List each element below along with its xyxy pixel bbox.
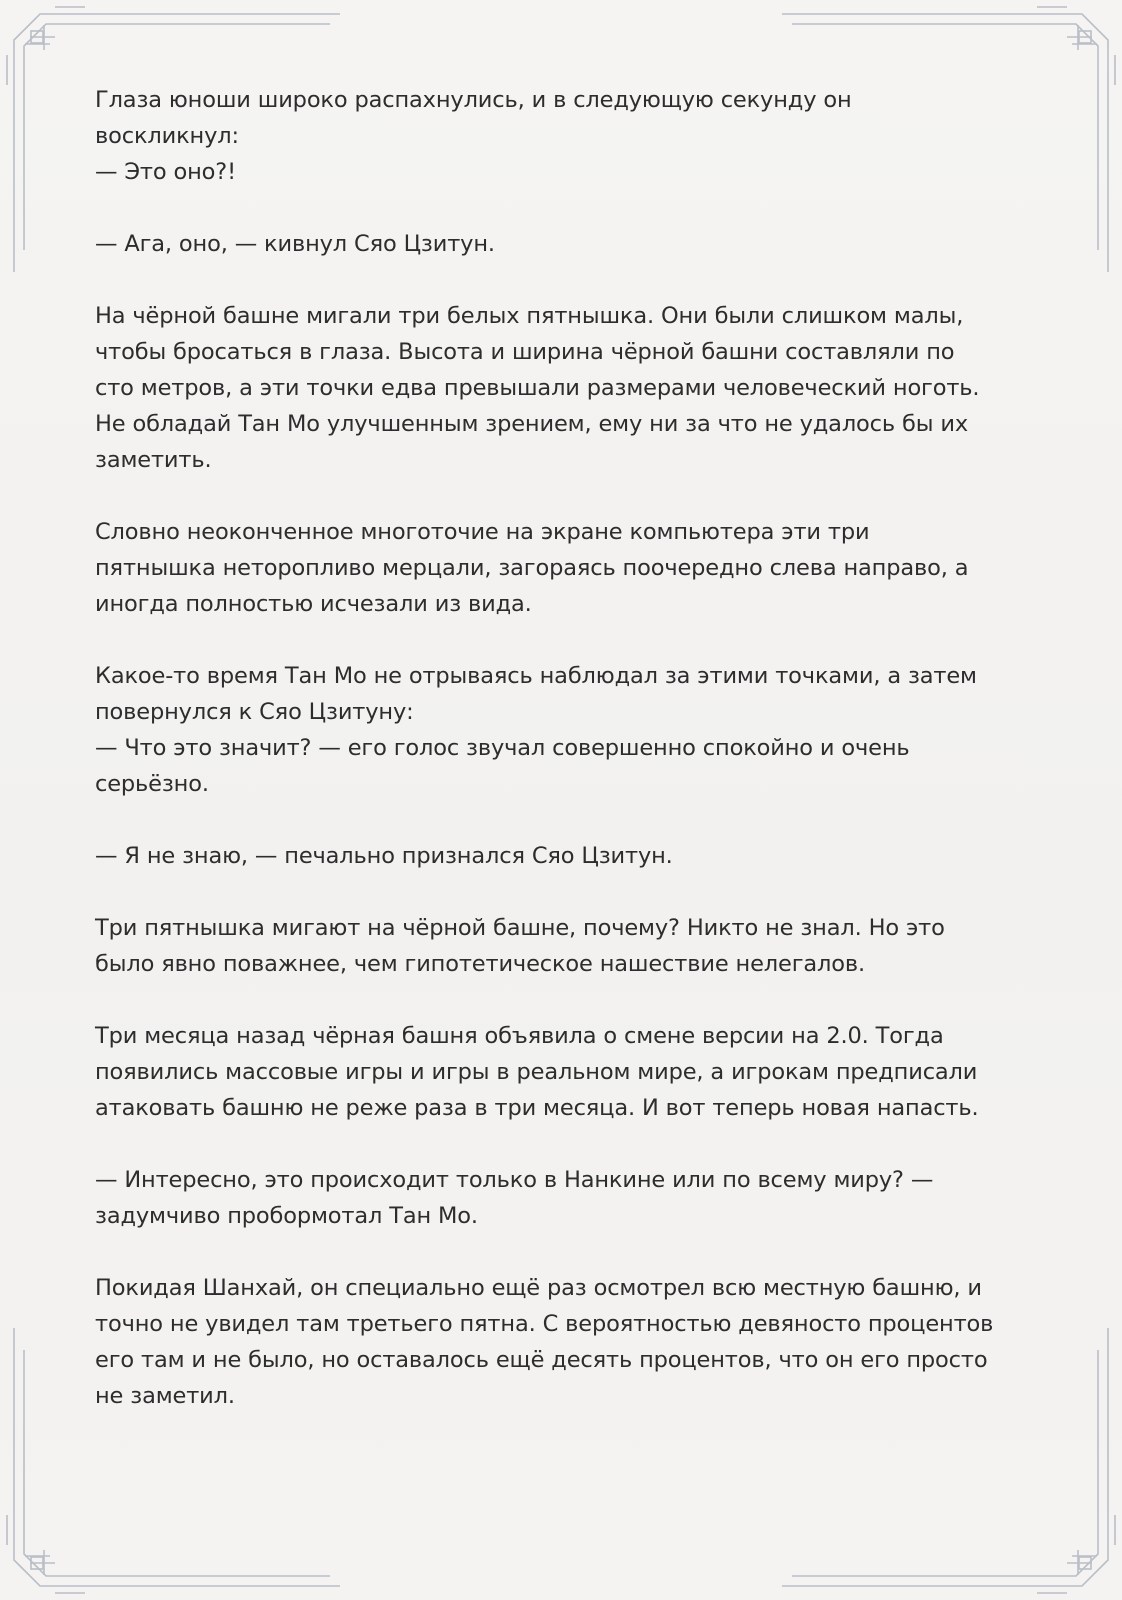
- paragraph: [95, 226, 1030, 262]
- text-line: чтобы бросаться в глаза. Высота и ширина чёрной башни составляли по: [95, 339, 955, 365]
- text-line: точно не увидел там третьего пятна. С вероятностью девяносто процентов: [95, 1311, 994, 1337]
- text-line: пятнышка неторопливо мерцали, загораясь поочередно слева направо, а: [95, 555, 969, 581]
- paragraph: [95, 82, 1030, 190]
- text-line: повернулся к Сяо Цзитуну:: [95, 699, 414, 725]
- text-line: появились массовые игры и игры в реальном мире, а игрокам предписали: [95, 1059, 978, 1085]
- text-line: атаковать башню не реже раза в три месяца. И вот теперь новая напасть.: [95, 1095, 979, 1121]
- text-line: было явно поважнее, чем гипотетическое нашествие нелегалов.: [95, 951, 865, 977]
- paragraph: [95, 910, 1030, 982]
- text-line: — Что это значит? — его голос звучал совершенно спокойно и очень: [95, 735, 910, 761]
- paragraph: [95, 514, 1030, 622]
- paragraph: [95, 1018, 1030, 1126]
- text-line: Какое-то время Тан Мо не отрываясь наблюдал за этими точками, а затем: [95, 663, 977, 689]
- text-line: сто метров, а эти точки едва превышали размерами человеческий ноготь.: [95, 375, 980, 401]
- text-line: На чёрной башне мигали три белых пятнышка. Они были слишком малы,: [95, 303, 964, 329]
- text-line: — Интересно, это происходит только в Нанкине или по всему миру? —: [95, 1167, 934, 1193]
- text-line: иногда полностью исчезали из вида.: [95, 591, 532, 617]
- text-line: серьёзно.: [95, 771, 209, 797]
- text-line: Не обладай Тан Мо улучшенным зрением, ему ни за что не удалось бы их: [95, 411, 968, 437]
- text-line: Три месяца назад чёрная башня объявила о смене версии на 2.0. Тогда: [95, 1023, 944, 1049]
- text-line: — Я не знаю, — печально признался Сяо Цзитун.: [95, 843, 673, 869]
- text-line: не заметил.: [95, 1383, 235, 1409]
- text-line: Глаза юноши широко распахнулись, и в следующую секунду он: [95, 87, 852, 113]
- text-line: воскликнул:: [95, 123, 239, 149]
- document-body: [95, 82, 1030, 1450]
- text-line: Покидая Шанхай, он специально ещё раз осмотрел всю местную башню, и: [95, 1275, 982, 1301]
- text-line: задумчиво пробормотал Тан Мо.: [95, 1203, 478, 1229]
- paragraph: [95, 1162, 1030, 1234]
- paragraph: [95, 838, 1030, 874]
- paragraph: [95, 1270, 1030, 1414]
- text-line: Словно неоконченное многоточие на экране компьютера эти три: [95, 519, 870, 545]
- text-line: — Это оно?!: [95, 159, 236, 185]
- paragraph: [95, 298, 1030, 478]
- text-line: — Ага, оно, — кивнул Сяо Цзитун.: [95, 231, 495, 257]
- text-line: Три пятнышка мигают на чёрной башне, почему? Никто не знал. Но это: [95, 915, 945, 941]
- text-line: заметить.: [95, 447, 212, 473]
- paragraph: [95, 658, 1030, 802]
- text-line: его там и не было, но оставалось ещё десять процентов, что он его просто: [95, 1347, 988, 1373]
